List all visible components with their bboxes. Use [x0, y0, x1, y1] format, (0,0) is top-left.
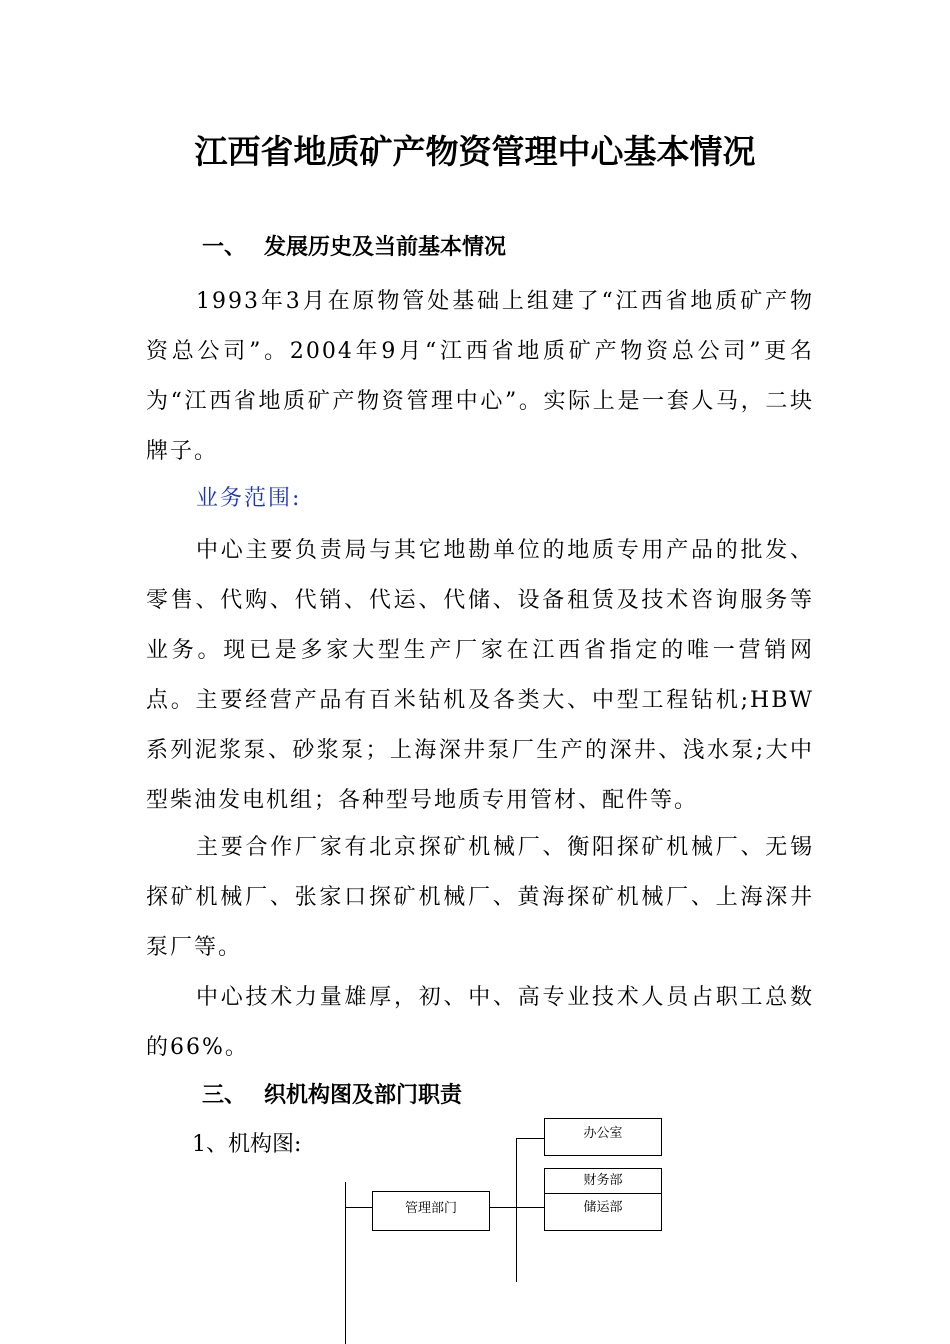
- section-title-3: 织机构图及部门职责: [264, 1083, 463, 1108]
- business-scope-paragraph: 中心主要负责局与其它地勘单位的地质专用产品的批发、零售、代购、代销、代运、代储、设备租赁及技术咨询服务等业务。现已是多家大型生产厂家在江西省指定的唯一营销网点。主要经营产品有百米钻机及各类大、中型工程钻机;HBW系列泥浆泵、砂浆泵；上海深井泵厂生产的深井、浅水泵;大中型柴油发电机组；各种型号地质专用管材、配件等。: [146, 538, 814, 813]
- history-paragraph: 1993年3月在原物管处基础上组建了“江西省地质矿产物资总公司”。2004年9月“江西省地质矿产物资总公司”更名为“江西省地质矿产物资管理中心”。实际上是一套人马，二块牌子。: [146, 289, 814, 464]
- section-number-3: 三、: [202, 1083, 247, 1108]
- business-scope-label: 业务范围:: [196, 486, 302, 511]
- org-connector-office: [516, 1138, 544, 1139]
- staff-paragraph: 中心技术力量雄厚，初、中、高专业技术人员占职工总数的66%。: [146, 985, 814, 1060]
- section-heading-3: [202, 1080, 462, 1112]
- org-box-office: 办公室: [544, 1118, 662, 1156]
- page-title: 江西省地质矿产物资管理中心基本情况: [194, 132, 756, 171]
- section-title-1: 发展历史及当前基本情况: [264, 235, 507, 260]
- org-connector-mid: [490, 1207, 516, 1208]
- org-box-management: 管理部门: [372, 1191, 490, 1231]
- org-chart-label: 1、机构图:: [192, 1132, 302, 1157]
- section-number-1: 一、: [202, 235, 247, 260]
- partners-paragraph: 主要合作厂家有北京探矿机械厂、衡阳探矿机械厂、无锡探矿机械厂、张家口探矿机械厂、黄海探矿机械厂、上海深井泵厂等。: [146, 835, 814, 960]
- org-connector-logistics: [516, 1207, 544, 1208]
- org-branch-line: [516, 1138, 517, 1282]
- org-connector-left: [345, 1207, 373, 1208]
- section-heading-1: [202, 232, 506, 264]
- org-box-logistics: 储运部: [544, 1193, 662, 1231]
- org-box-finance: 财务部: [544, 1168, 662, 1194]
